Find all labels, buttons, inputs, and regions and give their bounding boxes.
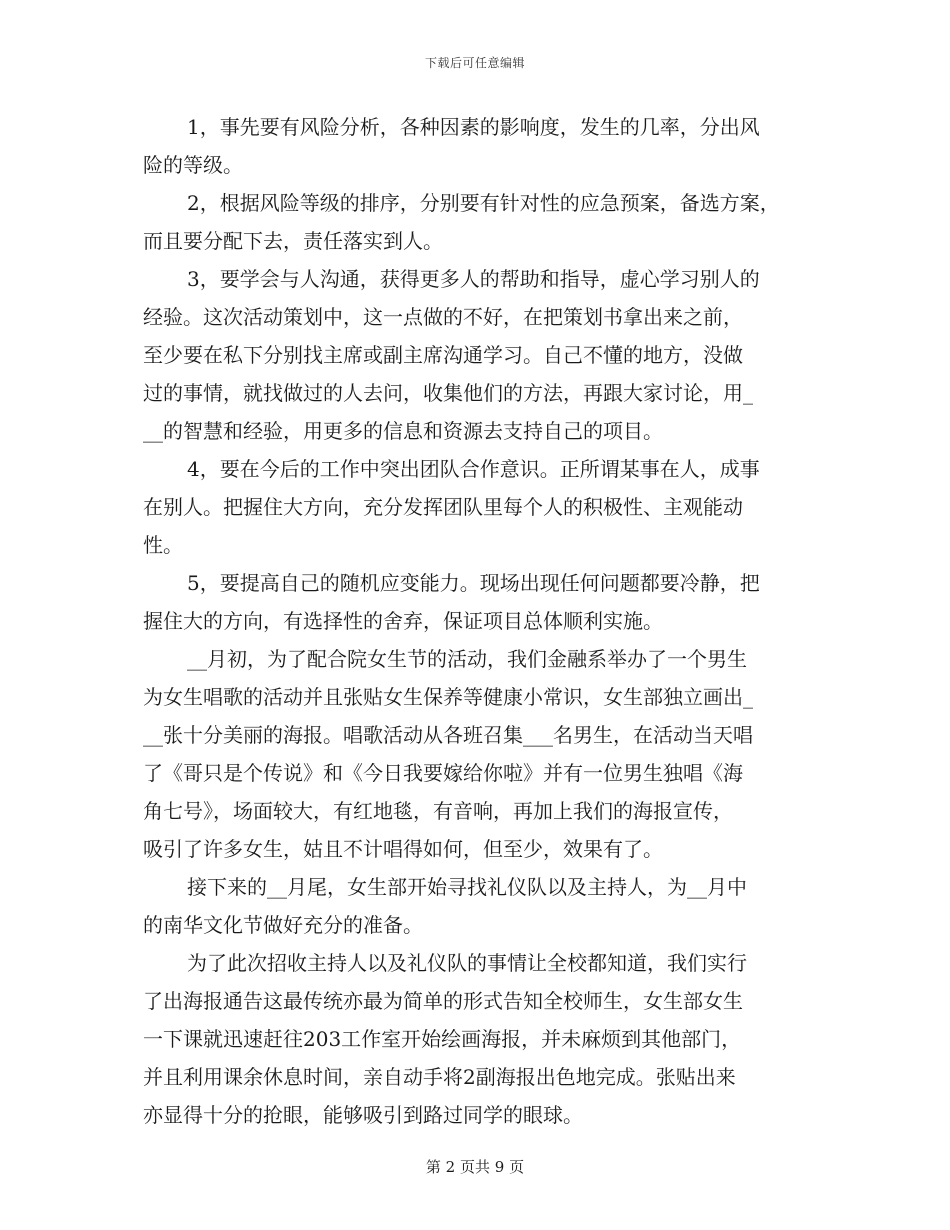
text-line: __月初，为了配合院女生节的活动，我们金融系举办了一个男生 [187,647,747,671]
text-line: 的南华文化节做好充分的准备。 [143,913,423,937]
text-line: __的智慧和经验，用更多的信息和资源去支持自己的项目。 [143,419,663,443]
text-line: 性。 [143,533,183,557]
text-line: 过的事情，就找做过的人去问，收集他们的方法，再跟大家讨论，用_ [143,381,753,405]
text-line: 4，要在今后的工作中突出团队合作意识。正所谓某事在人，成事 [187,457,760,481]
text-line: 握住大的方向，有选择性的舍弃，保证项目总体顺利实施。 [143,609,663,633]
text-line: 为女生唱歌的活动并且张贴女生保养等健康小常识，女生部独立画出_ [143,685,753,709]
text-line: 一下课就迅速赶往203工作室开始绘画海报，并未麻烦到其他部门， [143,1027,742,1051]
text-line: __张十分美丽的海报。唱歌活动从各班召集___名男生，在活动当天唱 [143,723,753,747]
text-line: 险的等级。 [143,153,243,177]
text-line: 至少要在私下分别找主席或副主席沟通学习。自己不懂的地方，没做 [143,343,743,367]
text-line: 5，要提高自己的随机应变能力。现场出现任何问题都要冷静，把 [187,571,760,595]
text-line: 而且要分配下去，责任落实到人。 [143,229,443,253]
page-header: 下载后可任意编辑 [424,56,525,70]
text-line: 亦显得十分的抢眼，能够吸引到路过同学的眼球。 [143,1103,583,1127]
text-line: 了《哥只是个传说》和《今日我要嫁给你啦》并有一位男生独唱《海 [143,761,743,785]
page-number: 第 2 页共 9 页 [425,1158,525,1176]
text-line: 为了此次招收主持人以及礼仪队的事情让全校都知道，我们实行 [187,951,747,975]
text-line: 接下来的__月尾，女生部开始寻找礼仪队以及主持人，为__月中 [187,875,747,899]
text-line: 2，根据风险等级的排序，分别要有针对性的应急预案，备选方案， [187,191,780,215]
text-line: 角七号》，场面较大，有红地毯，有音响，再加上我们的海报宣传， [143,799,733,823]
text-line: 并且利用课余休息时间，亲自动手将2副海报出色地完成。张贴出来 [143,1065,736,1089]
document-body [143,108,811,1134]
text-line: 经验。这次活动策划中，这一点做的不好，在把策划书拿出来之前， [143,305,743,329]
text-line: 在别人。把握住大方向，充分发挥团队里每个人的积极性、主观能动 [143,495,743,519]
text-line: 了出海报通告这最传统亦最为简单的形式告知全校师生，女生部女生 [143,989,743,1013]
text-line: 3，要学会与人沟通，获得更多人的帮助和指导，虚心学习别人的 [187,267,760,291]
text-line: 吸引了许多女生，姑且不计唱得如何，但至少，效果有了。 [143,837,663,861]
text-line: 1，事先要有风险分析，各种因素的影响度，发生的几率，分出风 [187,115,760,139]
